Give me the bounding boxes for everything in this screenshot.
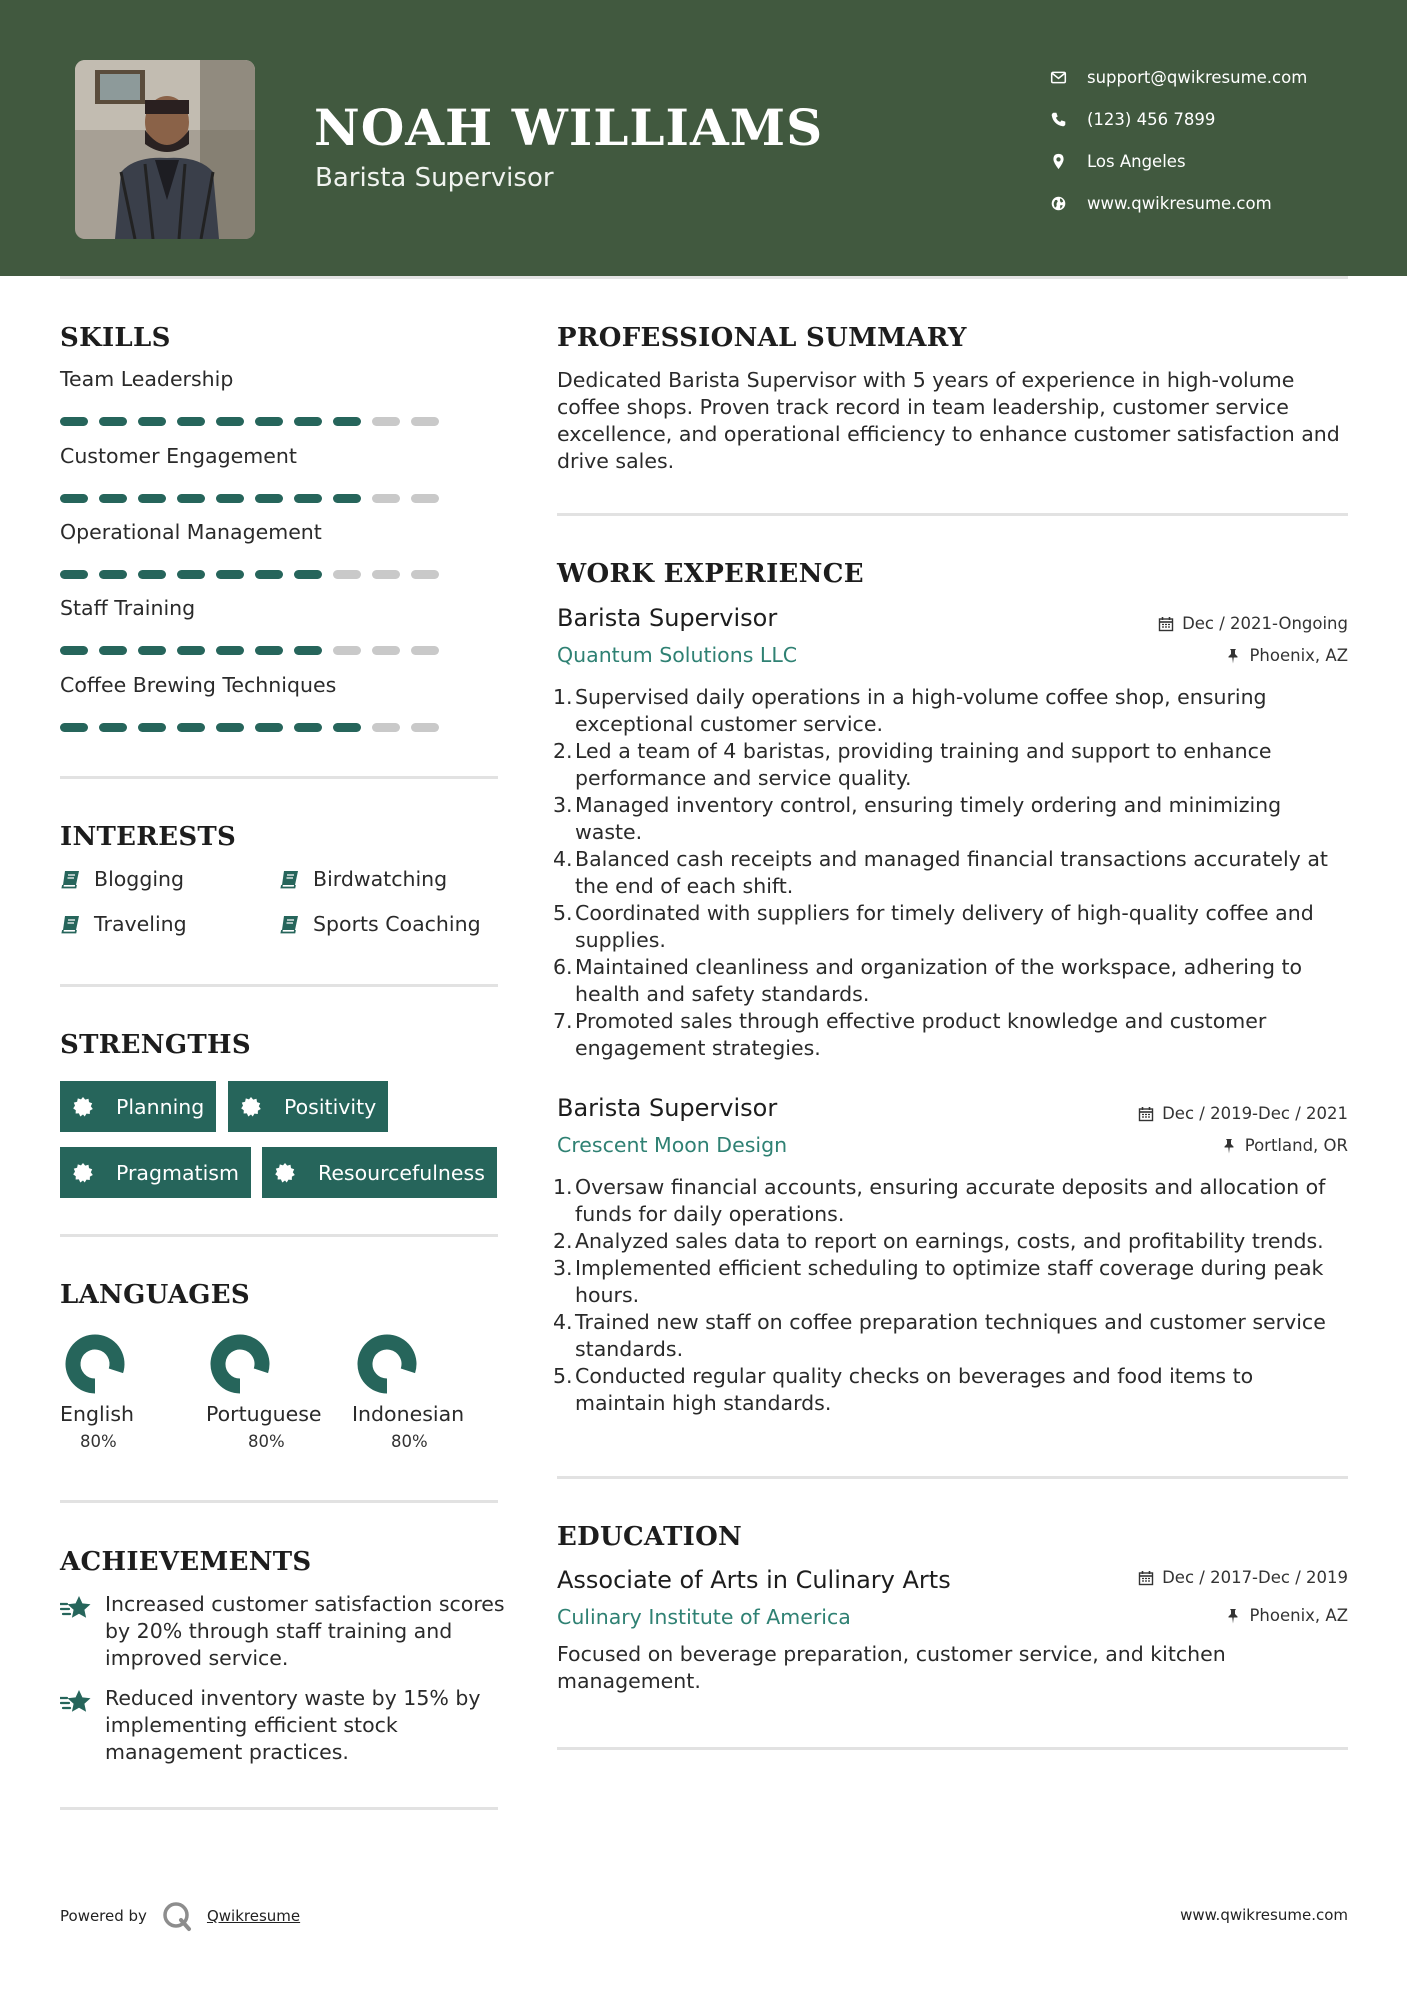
duty-item: 7. Promoted sales through effective product knowledge and customer engagement strategies. — [553, 1009, 1267, 1060]
duty-item: 5. Conducted regular quality checks on beverages and food items to maintain high standards. — [553, 1364, 1254, 1415]
skill-segment-filled — [333, 494, 361, 503]
contact-phone[interactable] — [1050, 98, 1390, 140]
pin-icon — [1225, 1608, 1241, 1624]
skill-label: Coffee Brewing Techniques — [60, 673, 337, 697]
section-divider — [60, 1807, 498, 1810]
education-heading: EDUCATION — [557, 1522, 743, 1552]
map-marker-icon — [1050, 151, 1087, 171]
skill-segment-filled — [294, 646, 322, 655]
globe-icon — [1050, 193, 1087, 213]
contact-email[interactable] — [1050, 56, 1390, 98]
contact-list — [1050, 56, 1390, 224]
language-percent: 80% — [80, 1432, 117, 1451]
badge-icon — [240, 1096, 262, 1118]
school-name: Culinary Institute of America — [557, 1605, 851, 1629]
interest-label: Blogging — [94, 867, 185, 891]
duty-item: 4. Balanced cash receipts and managed financial transactions accurately at the end of each shift. — [553, 847, 1328, 898]
section-divider — [557, 1476, 1348, 1479]
header-divider — [60, 276, 1348, 279]
skill-segment-empty — [411, 646, 439, 655]
skill-segment-filled — [99, 494, 127, 503]
skill-rating-bar — [60, 570, 440, 579]
skill-rating-bar — [60, 646, 440, 655]
achievements-heading: ACHIEVEMENTS — [60, 1547, 312, 1577]
skill-segment-filled — [99, 723, 127, 732]
skill-segment-filled — [177, 570, 205, 579]
duty-item: 1. Oversaw financial accounts, ensuring accurate deposits and allocation of funds for daily operations. — [553, 1175, 1326, 1226]
duty-item: 2. Led a team of 4 baristas, providing training and support to enhance performance and service quality. — [553, 739, 1272, 790]
candidate-name: NOAH WILLIAMS — [314, 98, 824, 157]
job-title: Barista Supervisor — [557, 1094, 778, 1122]
language-level-arc — [365, 1342, 409, 1386]
job-date-text: Dec / 2019-Dec / 2021 — [1162, 1104, 1348, 1123]
contact-email-text: support@qwikresume.com — [1087, 67, 1308, 87]
duty-item: 3. Managed inventory control, ensuring timely ordering and minimizing waste. — [553, 793, 1282, 844]
skill-segment-filled — [138, 723, 166, 732]
interest-item — [60, 867, 184, 891]
company-name: Crescent Moon Design — [557, 1133, 788, 1157]
skill-segment-filled — [255, 723, 283, 732]
skill-segment-filled — [99, 646, 127, 655]
skill-label: Operational Management — [60, 520, 322, 544]
summary-heading: PROFESSIONAL SUMMARY — [557, 323, 967, 353]
duty-item: 1. Supervised daily operations in a high-volume coffee shop, ensuring exceptional customer service. — [553, 685, 1267, 736]
strength-label: Resourcefulness — [318, 1160, 485, 1185]
resume-header — [0, 0, 1407, 276]
achievement-text: Reduced inventory waste by 15% by implementing efficient stock management practices. — [105, 1686, 481, 1764]
duty-item: 4. Trained new staff on coffee preparation techniques and customer service standards. — [553, 1310, 1326, 1361]
star-icon — [60, 1595, 92, 1623]
skill-rating-bar — [60, 494, 440, 503]
job-location — [1225, 646, 1348, 665]
skill-segment-empty — [411, 570, 439, 579]
skill-segment-filled — [255, 646, 283, 655]
skills-heading: SKILLS — [60, 323, 171, 353]
section-divider — [60, 1234, 498, 1237]
calendar-icon — [1138, 1570, 1154, 1586]
language-ring — [355, 1332, 419, 1396]
job-date — [1138, 1104, 1348, 1123]
phone-icon — [1050, 109, 1087, 129]
profile-photo — [75, 60, 255, 239]
strength-label: Pragmatism — [116, 1160, 239, 1185]
strength-chip — [60, 1147, 251, 1198]
skill-segment-empty — [372, 417, 400, 426]
skill-segment-empty — [372, 570, 400, 579]
interest-item — [279, 867, 447, 891]
pin-icon — [1225, 648, 1241, 664]
skill-segment-filled — [177, 646, 205, 655]
duty-item: 3. Implemented efficient scheduling to optimize staff coverage during peak hours. — [553, 1256, 1324, 1307]
contact-location-text: Los Angeles — [1087, 151, 1186, 171]
powered-by-text: Powered by — [60, 1907, 147, 1925]
interest-label: Birdwatching — [313, 867, 448, 891]
education-date-text: Dec / 2017-Dec / 2019 — [1162, 1568, 1348, 1587]
language-percent: 80% — [248, 1432, 285, 1451]
interests-heading: INTERESTS — [60, 822, 237, 852]
strength-label: Planning — [116, 1094, 205, 1119]
skill-segment-filled — [294, 494, 322, 503]
strengths-heading: STRENGTHS — [60, 1030, 251, 1060]
contact-website-text: www.qwikresume.com — [1087, 193, 1272, 213]
skill-rating-bar — [60, 417, 440, 426]
skill-label: Team Leadership — [60, 367, 234, 391]
language-ring — [63, 1332, 127, 1396]
section-divider — [557, 513, 1348, 516]
skill-label: Staff Training — [60, 596, 196, 620]
skill-segment-filled — [216, 494, 244, 503]
skill-segment-filled — [138, 646, 166, 655]
skill-segment-filled — [99, 570, 127, 579]
book-icon — [60, 868, 82, 890]
skill-segment-empty — [411, 417, 439, 426]
interest-label: Sports Coaching — [313, 912, 481, 936]
interest-item — [279, 912, 481, 936]
job-title: Barista Supervisor — [557, 604, 778, 632]
skill-segment-filled — [60, 723, 88, 732]
duty-item: 6. Maintained cleanliness and organization of the workspace, adhering to health and safety standards. — [553, 955, 1303, 1006]
job-date — [1158, 614, 1348, 633]
skill-segment-empty — [372, 494, 400, 503]
skill-segment-empty — [411, 494, 439, 503]
contact-website[interactable] — [1050, 182, 1390, 224]
strength-label: Positivity — [284, 1094, 377, 1119]
pin-icon — [1221, 1138, 1237, 1154]
interest-label: Traveling — [94, 912, 187, 936]
job-location-text: Phoenix, AZ — [1249, 646, 1348, 665]
skill-segment-filled — [294, 723, 322, 732]
skill-label: Customer Engagement — [60, 444, 297, 468]
job-date-text: Dec / 2021-Ongoing — [1182, 614, 1348, 633]
degree-title: Associate of Arts in Culinary Arts — [557, 1566, 951, 1594]
envelope-icon — [1050, 67, 1087, 87]
contact-phone-text: (123) 456 7899 — [1087, 109, 1216, 129]
skill-segment-empty — [333, 570, 361, 579]
language-name: Portuguese — [206, 1402, 322, 1426]
book-icon — [60, 913, 82, 935]
footer-website[interactable]: www.qwikresume.com — [1180, 1906, 1348, 1924]
skill-segment-empty — [372, 723, 400, 732]
language-name: Indonesian — [352, 1402, 465, 1426]
skill-segment-filled — [60, 570, 88, 579]
achievement-item — [60, 1686, 500, 1769]
duty-item: 5. Coordinated with suppliers for timely delivery of high-quality coffee and supplies. — [553, 901, 1314, 952]
section-divider — [60, 1500, 498, 1503]
skill-segment-filled — [177, 723, 205, 732]
qwikresume-logo-icon — [161, 1900, 193, 1932]
candidate-title: Barista Supervisor — [315, 163, 554, 193]
skill-segment-filled — [255, 417, 283, 426]
skill-segment-filled — [216, 417, 244, 426]
contact-location — [1050, 140, 1390, 182]
language-level-arc — [218, 1342, 262, 1386]
skill-segment-filled — [216, 723, 244, 732]
duty-item: 2. Analyzed sales data to report on earnings, costs, and profitability trends. — [553, 1229, 1324, 1253]
skill-segment-filled — [294, 417, 322, 426]
skill-segment-filled — [60, 494, 88, 503]
education-description: Focused on beverage preparation, customer service, and kitchen management. — [557, 1642, 1226, 1693]
language-ring — [208, 1332, 272, 1396]
language-percent: 80% — [391, 1432, 428, 1451]
education-location-text: Phoenix, AZ — [1249, 1606, 1348, 1625]
skill-segment-filled — [177, 494, 205, 503]
skill-segment-empty — [333, 646, 361, 655]
skill-segment-filled — [99, 417, 127, 426]
badge-icon — [72, 1162, 94, 1184]
skill-segment-filled — [216, 646, 244, 655]
skill-segment-filled — [138, 417, 166, 426]
job-location-text: Portland, OR — [1244, 1136, 1348, 1155]
skill-segment-filled — [138, 494, 166, 503]
strength-chip — [262, 1147, 497, 1198]
section-divider — [557, 1747, 1348, 1750]
skill-segment-filled — [177, 417, 205, 426]
section-divider — [60, 776, 498, 779]
strength-chip — [60, 1081, 216, 1132]
experience-heading: WORK EXPERIENCE — [557, 559, 864, 589]
book-icon — [279, 913, 301, 935]
strength-chip — [228, 1081, 388, 1132]
company-name: Quantum Solutions LLC — [557, 643, 798, 667]
job-location — [1221, 1136, 1348, 1155]
summary-text: Dedicated Barista Supervisor with 5 years of experience in high-volume coffee shops. Proven track record in team leadership, customer service excellence, and operational efficiency to enhance customer satisfaction and drive sales. — [557, 368, 1340, 473]
skill-segment-empty — [372, 646, 400, 655]
education-date — [1138, 1568, 1348, 1587]
education-location — [1225, 1606, 1348, 1625]
achievement-text: Increased customer satisfaction scores by 20% through staff training and improved service. — [105, 1592, 505, 1670]
job-duties — [553, 1174, 1347, 1417]
job-duties — [553, 684, 1347, 1062]
skill-segment-filled — [333, 723, 361, 732]
section-divider — [60, 984, 498, 987]
skill-segment-filled — [216, 570, 244, 579]
book-icon — [279, 868, 301, 890]
skill-segment-filled — [294, 570, 322, 579]
footer-powered-by — [60, 1900, 300, 1932]
language-name: English — [60, 1402, 135, 1426]
skill-rating-bar — [60, 723, 440, 732]
interest-item — [60, 912, 187, 936]
skill-segment-filled — [333, 417, 361, 426]
qwikresume-link[interactable]: Qwikresume — [206, 1907, 301, 1925]
badge-icon — [274, 1162, 296, 1184]
skill-segment-filled — [60, 417, 88, 426]
achievement-item — [60, 1592, 505, 1675]
calendar-icon — [1138, 1106, 1154, 1122]
badge-icon — [72, 1096, 94, 1118]
languages-heading: LANGUAGES — [60, 1280, 250, 1310]
star-icon — [60, 1689, 92, 1717]
language-level-arc — [73, 1342, 117, 1386]
skill-segment-filled — [138, 570, 166, 579]
calendar-icon — [1158, 616, 1174, 632]
skill-segment-filled — [255, 570, 283, 579]
skill-segment-filled — [255, 494, 283, 503]
skill-segment-filled — [60, 646, 88, 655]
skill-segment-empty — [411, 723, 439, 732]
